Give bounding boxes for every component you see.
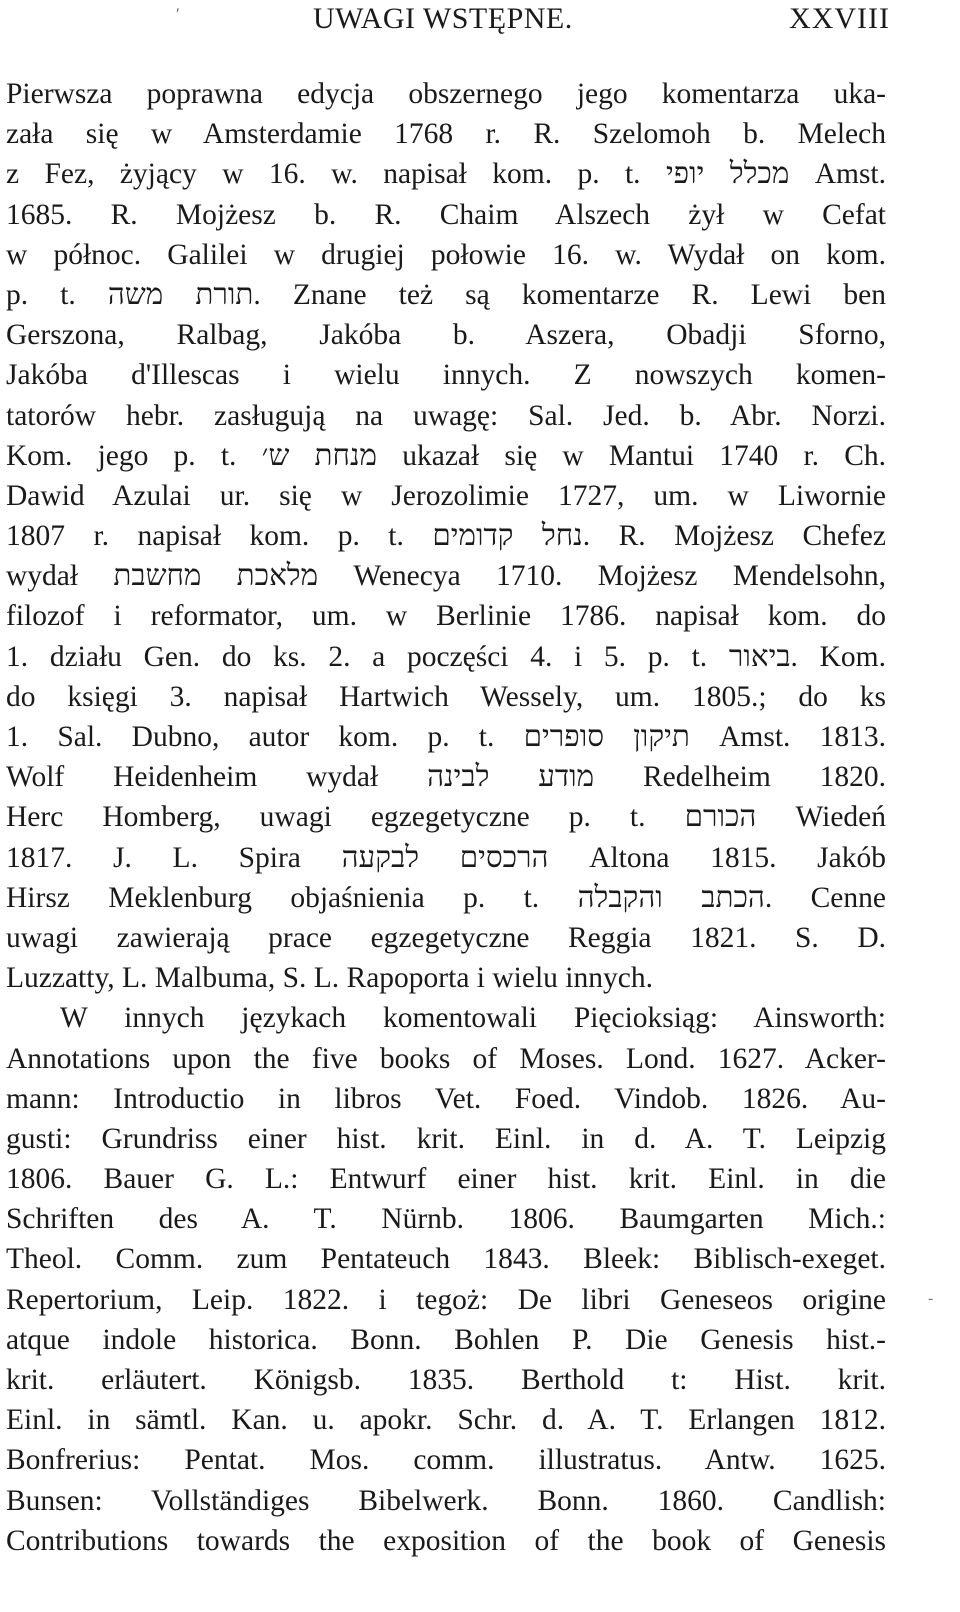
text-line: 1685. R. Mojżesz b. R. Chaim Alszech żył w Cefat: [6, 198, 886, 231]
page-number: XXVIII: [789, 2, 890, 35]
text-line: Einl. in sämtl. Kan. u. apokr. Schr. d. A. T. Erlangen 1812.: [6, 1404, 886, 1437]
margin-tick: ′: [176, 6, 180, 23]
text-line: Repertorium, Leip. 1822. i tegoż: De libri Geneseos origine: [6, 1283, 886, 1316]
running-title: UWAGI WSTĘPNE.: [313, 2, 573, 35]
text-line: Schriften des A. T. Nürnb. 1806. Baumgarten Mich.:: [6, 1203, 886, 1236]
text-line: Theol. Comm. zum Pentateuch 1843. Bleek: Biblisch-exeget.: [6, 1243, 886, 1276]
text-line: 1. Sal. Dubno, autor kom. p. t. תיקון סופרים Amst. 1813.: [6, 721, 886, 753]
text-line: Annotations upon the five books of Moses. Lond. 1627. Acker-: [6, 1042, 886, 1075]
text-line: Jakóba d'Illescas i wielu innych. Z nowszych komen-: [6, 359, 886, 392]
text-line: mann: Introductio in libros Vet. Foed. Vindob. 1826. Au-: [6, 1082, 886, 1115]
text-line: tatorów hebr. zasługują na uwagę: Sal. Jed. b. Abr. Norzi.: [6, 399, 886, 432]
text-line: Pierwsza poprawna edycja obszernego jego komentarza uka-: [6, 78, 886, 110]
text-line: Bonfrerius: Pentat. Mos. comm. illustratus. Antw. 1625.: [6, 1444, 886, 1477]
body-text: [6, 74, 886, 1561]
text-line: Hirsz Meklenburg objaśnienia p. t. הכתב והקבלה. Cenne: [6, 881, 886, 914]
text-line: 1. działu Gen. do ks. 2. a poczęści 4. i 5. p. t. ביאור. Kom.: [6, 640, 886, 673]
page-header: [0, 2, 960, 46]
text-line: Luzzatty, L. Malbuma, S. L. Rapoporta i wielu innych.: [6, 962, 653, 995]
text-line: gusti: Grundriss einer hist. krit. Einl. in d. A. T. Leipzig: [6, 1122, 886, 1155]
text-line: 1806. Bauer G. L.: Entwurf einer hist. krit. Einl. in die: [6, 1163, 886, 1196]
text-line: Gerszona, Ralbag, Jakóba b. Aszera, Obadji Sforno,: [6, 319, 886, 352]
text-line: W innych językach komentowali Pięcioksiąg: Ainsworth:: [60, 1002, 886, 1035]
text-line: Wolf Heidenheim wydał מודע לבינה Redelheim 1820.: [6, 761, 886, 794]
margin-mark: -: [928, 1290, 934, 1307]
text-line: z Fez, żyjący w 16. w. napisał kom. p. t. מכלל יופי Amst.: [6, 158, 887, 191]
text-line: atque indole historica. Bonn. Bohlen P. Die Genesis hist.-: [6, 1323, 886, 1356]
text-line: zała się w Amsterdamie 1768 r. R. Szelomoh b. Melech: [6, 118, 886, 151]
text-line: Herc Homberg, uwagi egzegetyczne p. t. הכורם Wiedeń: [6, 801, 887, 834]
text-line: 1807 r. napisał kom. p. t. נחל קדומים. R. Mojżesz Chefez: [6, 520, 886, 553]
text-line: w północ. Galilei w drugiej połowie 16. w. Wydał on kom.: [6, 238, 886, 271]
text-line: p. t. תורת משה. Znane też są komentarze R. Lewi ben: [6, 278, 886, 311]
text-line: do księgi 3. napisał Hartwich Wessely, um. 1805.; do ks: [6, 680, 886, 713]
text-line: Bunsen: Vollständiges Bibelwerk. Bonn. 1860. Candlish:: [6, 1484, 886, 1517]
text-line: 1817. J. L. Spira הרכסים לבקעה Altona 1815. Jakób: [6, 841, 886, 874]
text-line: filozof i reformator, um. w Berlinie 1786. napisał kom. do: [6, 600, 886, 633]
text-line: krit. erläutert. Königsb. 1835. Berthold t: Hist. krit.: [6, 1364, 886, 1396]
text-line: wydał מלאכת מחשבת Wenecya 1710. Mojżesz Mendelsohn,: [6, 560, 886, 593]
text-line: Dawid Azulai ur. się w Jerozolimie 1727, um. w Liwornie: [6, 479, 886, 512]
text-line: Kom. jego p. t. מנחת ש׳ ukazał się w Mantui 1740 r. Ch.: [6, 439, 886, 472]
text-line: uwagi zawierają prace egzegetyczne Reggia 1821. S. D.: [6, 921, 886, 954]
text-line: Contributions towards the exposition of the book of Genesis: [6, 1524, 886, 1557]
